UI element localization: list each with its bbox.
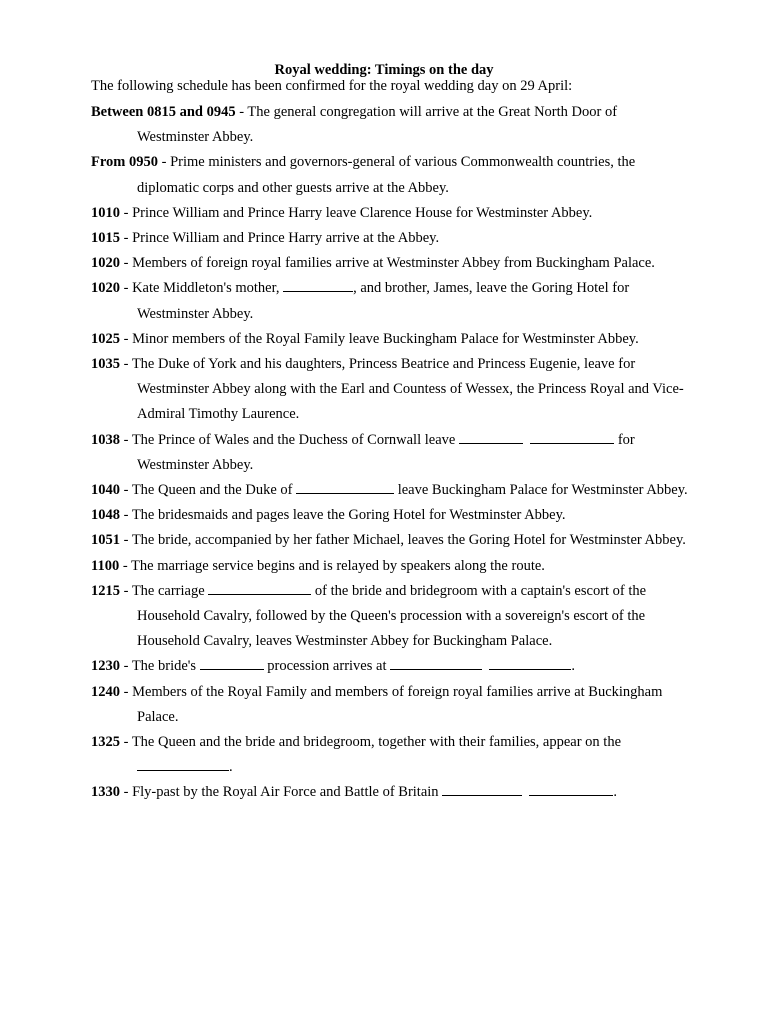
entry-time: 1020 [91, 280, 120, 297]
fill-in-blank[interactable] [489, 656, 571, 670]
entry-text: - Prince William and Prince Harry arrive at the Abbey. [120, 230, 440, 247]
fill-in-blank[interactable] [296, 480, 394, 494]
schedule-entry [91, 201, 691, 226]
entry-text: - The Queen and the bride and bridegroom, together with their families, appear on the [120, 734, 622, 751]
fill-in-blank[interactable] [529, 782, 613, 796]
entry-time: From 0950 [91, 154, 158, 171]
entry-text: - Members of foreign royal families arrive at Westminster Abbey from Buckingham Palace. [120, 255, 655, 272]
fill-in-blank[interactable] [200, 656, 264, 670]
fill-in-blank[interactable] [530, 430, 614, 444]
entry-time: 1025 [91, 330, 120, 347]
entry-text: - Minor members of the Royal Family leave Buckingham Palace for Westminster Abbey. [120, 330, 639, 347]
schedule-entry [91, 780, 691, 805]
entry-time: 1038 [91, 431, 120, 448]
schedule-entry [91, 730, 691, 780]
entry-text: - Fly-past by the Royal Air Force and Battle of Britain [120, 784, 443, 801]
schedule-entry [91, 352, 691, 428]
entry-text: - Kate Middleton's mother, [120, 280, 284, 297]
entry-text: leave Buckingham Palace for Westminster Abbey. [394, 482, 688, 499]
fill-in-blank[interactable] [459, 430, 523, 444]
schedule-entry [91, 251, 691, 276]
entry-text: - Prime ministers and governors-general of various Commonwealth countries, the diplomatic corps and other guests arrive at the Abbey. [137, 154, 636, 196]
entry-text: - The carriage [120, 582, 209, 599]
entry-time: 1240 [91, 683, 120, 700]
entry-time: 1035 [91, 356, 120, 373]
entry-text: . [613, 784, 618, 801]
entry-text: , and brother, James, leave the Goring Hotel for Westminster Abbey. [137, 280, 630, 322]
entry-time: 1020 [91, 255, 120, 272]
entry-text: - The bride's [120, 658, 200, 675]
entry-text: - The bride, accompanied by her father Michael, leaves the Goring Hotel for Westminster Abbey. [120, 532, 686, 549]
entry-text: - The general congregation will arrive at the Great North Door of Westminster Abbey. [137, 104, 618, 146]
schedule-entry [91, 478, 691, 503]
schedule-entry [91, 554, 691, 579]
schedule-entry [91, 428, 691, 478]
schedule-entry [91, 276, 691, 326]
entry-time: 1230 [91, 658, 120, 675]
entry-time: 1015 [91, 230, 120, 247]
schedule-entry [91, 528, 691, 553]
entry-text: procession arrives at [263, 658, 391, 675]
fill-in-blank[interactable] [137, 757, 229, 771]
schedule-entry [91, 327, 691, 352]
fill-in-blank[interactable] [442, 782, 522, 796]
schedule-entry [91, 654, 691, 679]
entry-text: - Members of the Royal Family and members of foreign royal families arrive at Buckingham Palace. [120, 683, 663, 725]
entry-text: - The marriage service begins and is relayed by speakers along the route. [119, 557, 545, 574]
entry-text: - The bridesmaids and pages leave the Goring Hotel for Westminster Abbey. [120, 507, 566, 524]
entry-text: - The Duke of York and his daughters, Princess Beatrice and Princess Eugenie, leave for Westminster Abbey along with the Earl and Countess of Wessex, the Princess Royal and Vice-Admiral Timothy Laurence. [120, 356, 684, 423]
schedule-list [91, 100, 691, 806]
schedule-entry [91, 100, 691, 150]
fill-in-blank[interactable] [283, 278, 353, 292]
entry-text: - The Queen and the Duke of [120, 482, 297, 499]
entry-time: 1048 [91, 507, 120, 524]
entry-time: 1100 [91, 557, 120, 574]
entry-time: 1051 [91, 532, 120, 549]
schedule-entry [91, 680, 691, 730]
schedule-entry [91, 579, 691, 655]
entry-text: - Prince William and Prince Harry leave Clarence House for Westminster Abbey. [120, 204, 593, 221]
document-title: Royal wedding: Timings on the day [274, 62, 494, 78]
schedule-entry [91, 226, 691, 251]
entry-time: 1330 [91, 784, 120, 801]
entry-time: 1010 [91, 204, 120, 221]
fill-in-blank[interactable] [208, 581, 311, 595]
entry-text: of the bride and bridegroom with a captain's escort of the Household Cavalry, followed by the Queen's procession with a sovereign's escort of the Household Cavalry, leaves Westminster Abbey for Buckingham Palace. [137, 582, 647, 650]
entry-time: 1325 [91, 734, 120, 751]
entry-text: . [571, 658, 575, 675]
entry-text: - The Prince of Wales and the Duchess of Cornwall leave [120, 431, 459, 448]
entry-text: . [229, 759, 233, 776]
entry-time: 1040 [91, 482, 120, 499]
entry-time: 1215 [91, 582, 120, 599]
schedule-entry [91, 150, 691, 200]
fill-in-blank[interactable] [390, 656, 482, 670]
intro-paragraph: The following schedule has been confirmed for the royal wedding day on 29 April: [91, 78, 573, 94]
entry-time: Between 0815 and 0945 [91, 104, 236, 120]
schedule-entry [91, 503, 691, 528]
entry-text: for Westminster Abbey. [137, 431, 635, 473]
